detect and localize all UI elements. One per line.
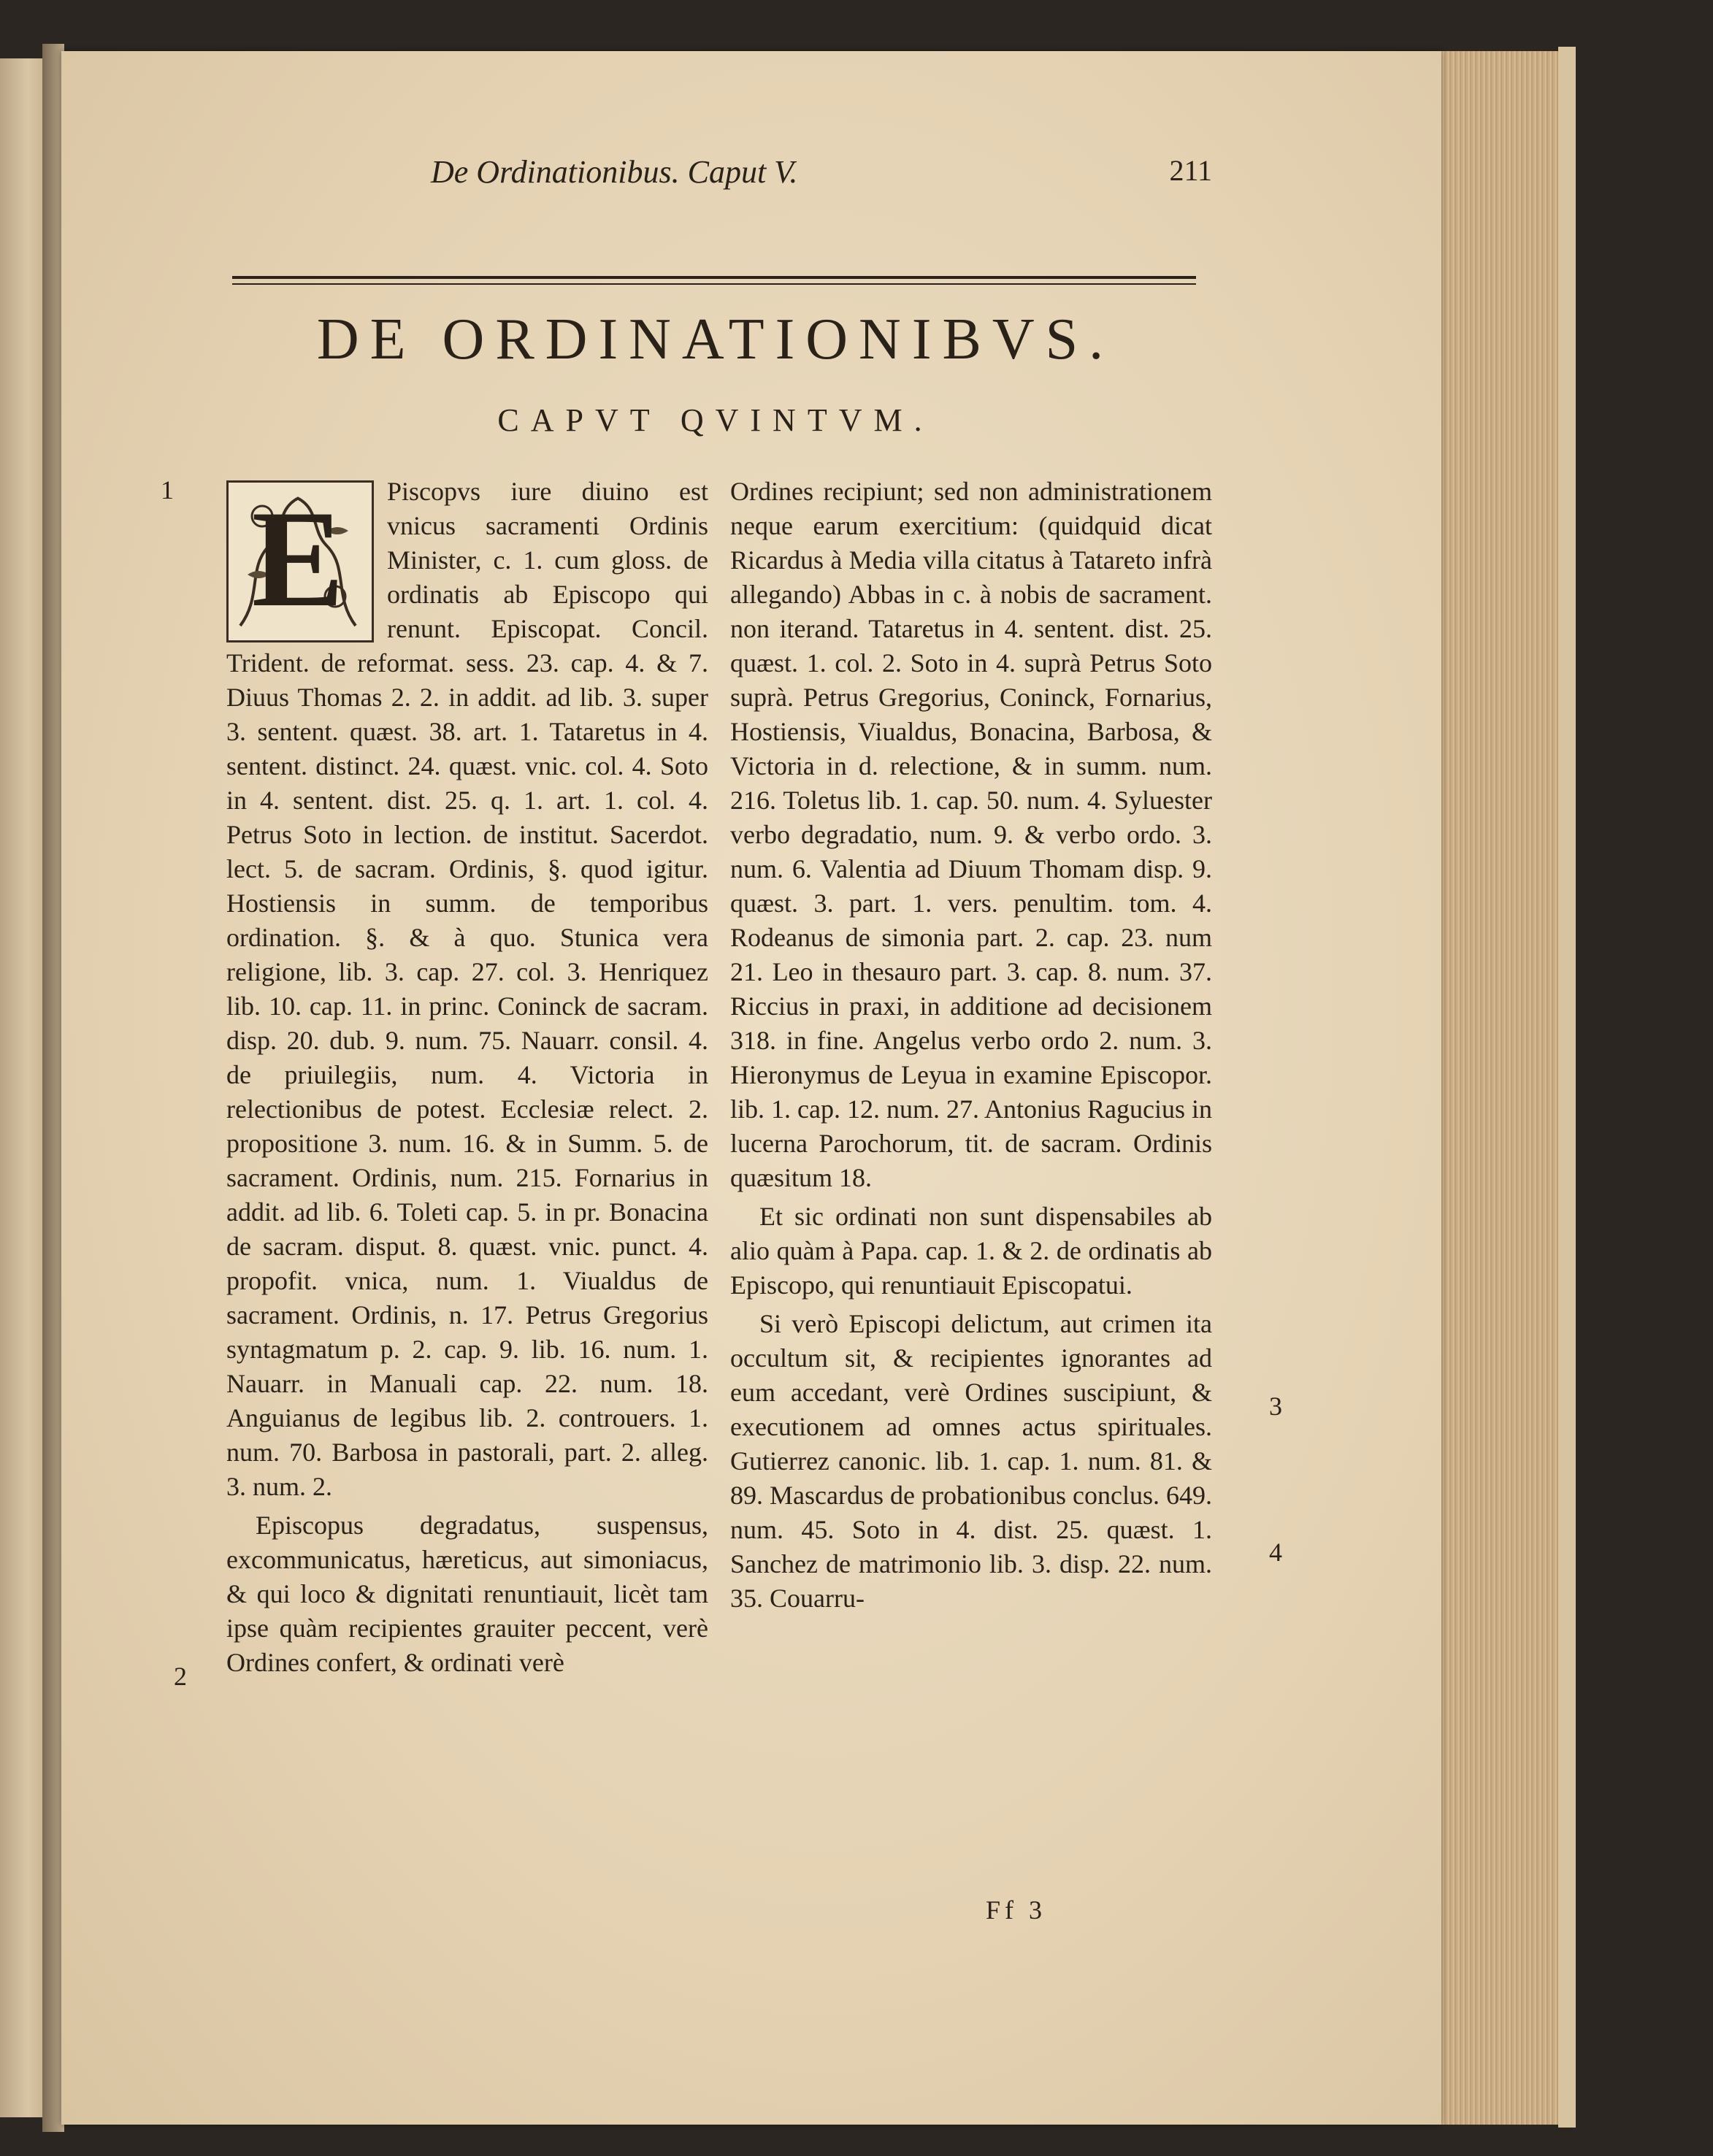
decorated-initial (226, 480, 374, 642)
paragraph: Ordines recipiunt; sed non administrationem neque earum exercitium: (quidquid dicat Ricardus à Media villa citatus à Tatareto infrà allegando) Abbas in c. à nobis de sacrament. non iterand. Tataretus in 4. sentent. dist. 25. quæst. 1. col. 2. Soto in 4. suprà Petrus Soto suprà. Petrus Gregorius, Coninck, Fornarius, Hostiensis, Viualdus, Bonacina, Barbosa, & Victoria in d. relectione, & in summ. num. 216. Toletus lib. 1. cap. 50. num. 4. Syluester verbo degradatio, num. 9. & verbo ordo. 3. num. 6. Valentia ad Diuum Thomam disp. 9. quæst. 3. part. 1. vers. penultim. tom. 4. Rodeanus de simonia part. 2. cap. 23. num 21. Leo in thesauro part. 3. cap. 8. num. 37. Riccius in praxi, in additione ad decisionem 318. in fine. Angelus verbo ordo 2. num. 3. Hieronymus de Leyua in examine Episcopor. lib. 1. cap. 12. num. 27. Antonius Ragucius in lucerna Parochorum, tit. de sacram. Ordinis quæsitum 18. (730, 477, 1212, 1192)
margin-number: 2 (174, 1662, 187, 1691)
paragraph: Et sic ordinati non sunt dispensabiles ab alio quàm à Papa. cap. 1. & 2. de ordinatis ab Episcopo, qui renuntiauit Episcopatui. (730, 1202, 1212, 1300)
header-rule-thick (232, 276, 1196, 279)
running-header (431, 153, 1212, 197)
running-title: De Ordinationibus. Caput V. (431, 154, 798, 190)
page-number: 211 (1169, 154, 1212, 187)
page-block-edge (1441, 51, 1558, 2125)
left-text-column (226, 475, 708, 1680)
chapter-title: DE ORDINATIONIBVS. (316, 307, 1115, 372)
right-text-column (730, 475, 1212, 1616)
paragraph: Piscopvs iure diuino est vnicus sacramenti Ordinis Minister, c. 1. cum gloss. de ordinatis ab Episcopo qui renunt. Episcopat. Concil. Trident. de reformat. sess. 23. cap. 4. & 7. Diuus Thomas 2. 2. in addit. ad lib. 3. super 3. sentent. quæst. 38. art. 1. Tataretus in 4. sentent. distinct. 24. quæst. vnic. col. 4. Soto in 4. sentent. dist. 25. q. 1. art. 1. col. 4. Petrus Soto in lection. de institut. Sacerdot. lect. 5. de sacram. Ordinis, §. quod igitur. Hostiensis in summ. de temporibus ordination. §. & à quo. Stunica vera religione, lib. 3. cap. 27. col. 3. Henriquez lib. 10. cap. 11. in princ. Coninck de sacram. disp. 20. dub. 9. num. 75. Nauarr. consil. 4. de priuilegiis, num. 4. Victoria in relectionibus de potest. Ecclesiæ relect. 2. propositione 3. num. 16. & in Summ. 5. de sacrament. Ordinis, num. 215. Fornarius in addit. ad lib. 6. Toleti cap. 5. in pr. Bonacina de sacram. disput. 8. quæst. vnic. punct. 4. propofit. vnica, num. 1. Viualdus de sacrament. Ordinis, n. 17. Petrus Gregorius syntagmatum p. 2. cap. 9. lib. 16. num. 1. Nauarr. in Manuali cap. 22. num. 18. Anguianus de legibus lib. 2. controuers. 1. num. 70. Barbosa in pastorali, part. 2. alleg. 3. num. 2. (226, 477, 708, 1501)
margin-number: 3 (1269, 1392, 1282, 1421)
margin-number: 4 (1269, 1538, 1282, 1567)
header-rule-thin (232, 283, 1196, 285)
initial-letter: E (251, 483, 345, 636)
chapter-subtitle: CAPVT QVINTVM. (497, 402, 934, 438)
paragraph: Si verò Episcopi delictum, aut crimen ita occultum sit, & recipientes ignorantes ad eum accedant, verè Ordines suscipiunt, & executionem ad omnes actus spirituales. Gutierrez canonic. lib. 1. cap. 1. num. 81. & 89. Mascardus de probationibus conclus. 649. num. 45. Soto in 4. dist. 25. quæst. 1. Sanchez de matrimonio lib. 3. disp. 22. num. 35. Couarru- (730, 1309, 1212, 1613)
cover-edge (1558, 47, 1576, 2128)
catchword: Ff 3 (986, 1895, 1047, 1925)
paragraph: Episcopus degradatus, suspensus, excommunicatus, hæreticus, aut simoniacus, & qui loco & dignitati renuntiauit, licèt tam ipse quàm recipientes grauiter peccent, verè Ordines confert, & ordinati verè (226, 1511, 708, 1677)
margin-number: 1 (161, 475, 174, 505)
facing-page-edge (0, 58, 47, 2117)
